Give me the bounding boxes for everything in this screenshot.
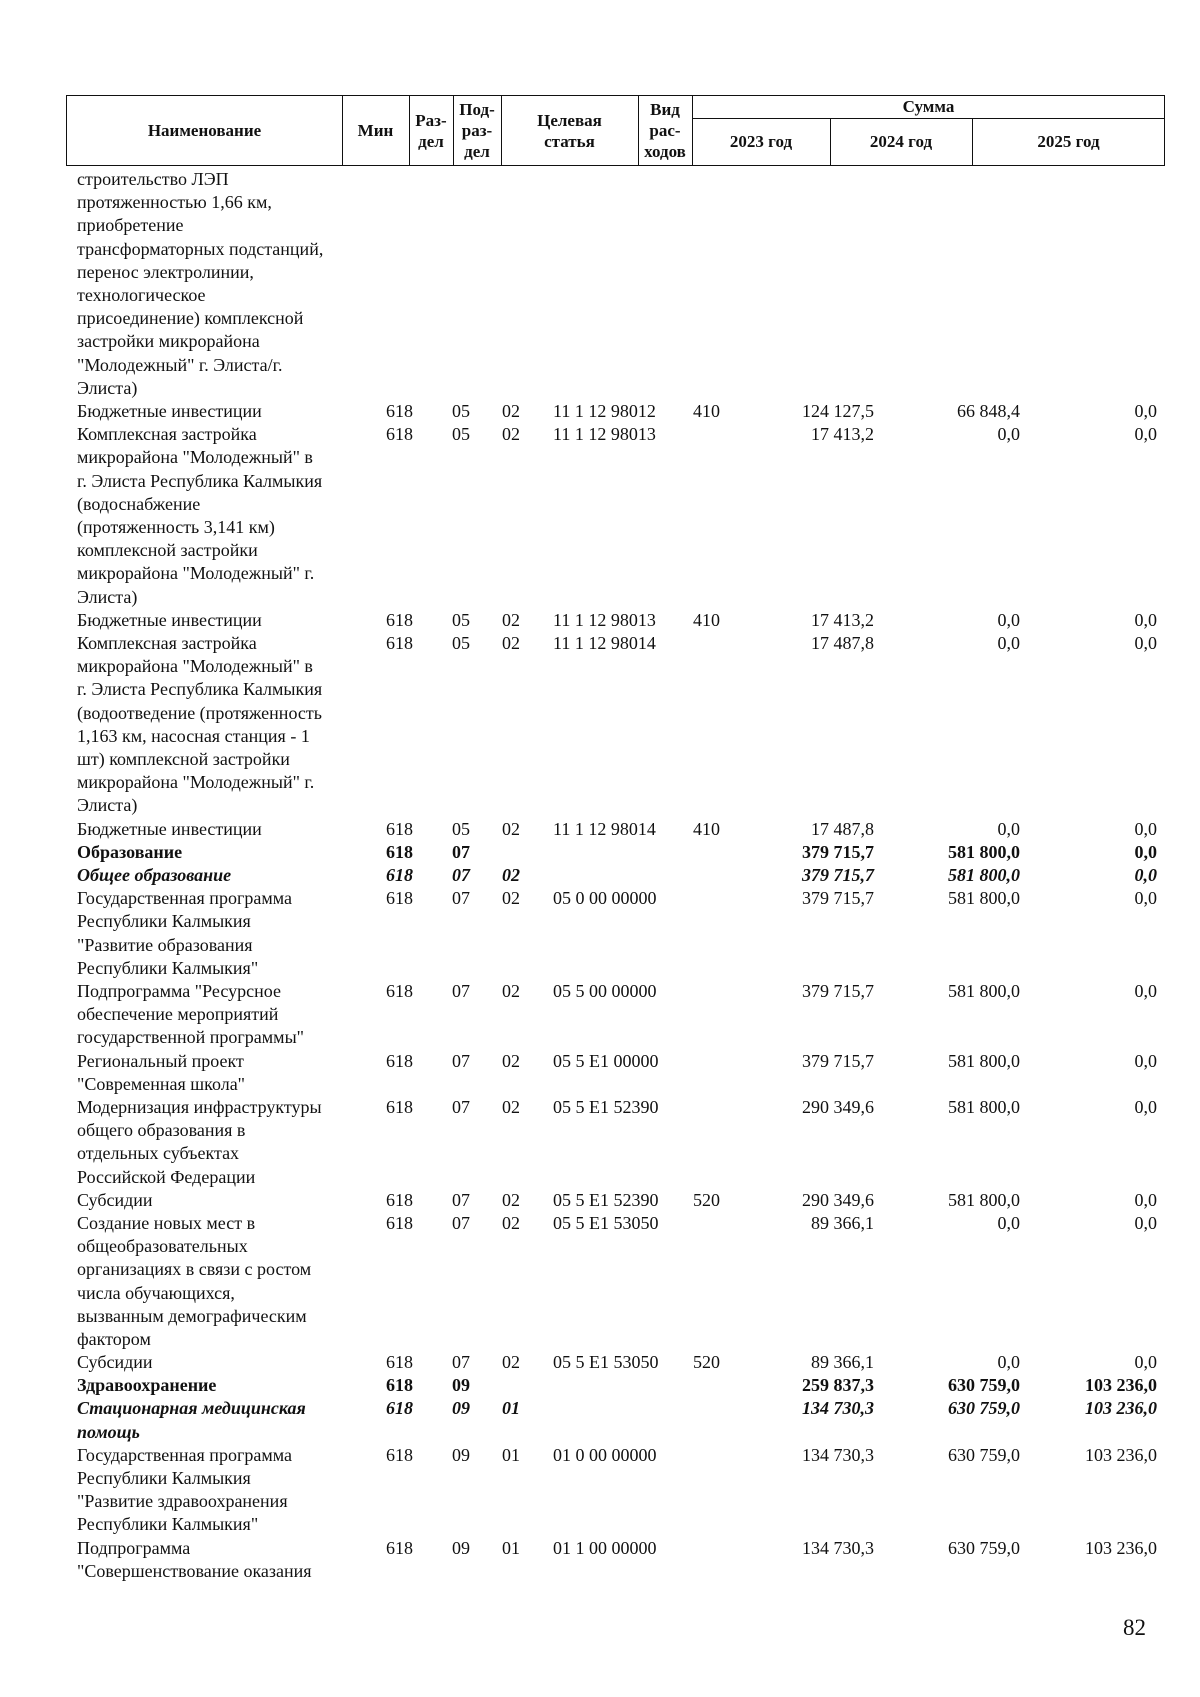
row-razdel: 07 (452, 1352, 470, 1373)
row-podrazdel: 02 (502, 818, 520, 839)
table-row (0, 980, 1200, 1050)
row-podrazdel: 02 (502, 888, 520, 909)
header-2025: 2025 год (1037, 132, 1100, 151)
row-razdel: 05 (452, 632, 470, 653)
row-min: 618 (386, 401, 413, 421)
row-min: 618 (386, 1212, 413, 1233)
row-2025: 0,0 (1134, 1352, 1157, 1373)
row-2024: 0,0 (997, 1352, 1020, 1373)
row-target: 01 0 00 00000 (553, 1444, 657, 1465)
table-row (0, 1537, 1200, 1583)
row-name: Бюджетные инвестиции (77, 818, 262, 839)
row-min: 618 (386, 864, 413, 885)
row-razdel: 07 (452, 980, 470, 1001)
row-name: Бюджетные инвестиции (77, 609, 262, 630)
row-2025: 0,0 (1134, 1096, 1157, 1117)
row-2025: 0,0 (1134, 980, 1157, 1001)
row-2025: 103 236,0 (1085, 1444, 1157, 1465)
table-row (0, 887, 1200, 980)
table-row (0, 1189, 1200, 1212)
row-target: 05 5 E1 00000 (553, 1050, 659, 1071)
row-target: 05 5 E1 53050 (553, 1352, 659, 1373)
row-2024: 581 800,0 (948, 1096, 1020, 1117)
row-2023: 379 715,7 (802, 980, 874, 1001)
row-2023: 17 487,8 (811, 818, 874, 839)
row-target: 11 1 12 98012 (553, 401, 656, 421)
row-2025: 0,0 (1134, 841, 1157, 862)
row-name: Региональный проект "Современная школа" (77, 1050, 246, 1094)
row-podrazdel: 02 (502, 1096, 520, 1117)
row-podrazdel: 02 (502, 632, 520, 653)
row-vid: 410 (693, 401, 720, 421)
row-2023: 379 715,7 (802, 1050, 874, 1071)
header-razdel: Раз- дел (415, 110, 447, 151)
row-2023: 134 730,3 (802, 1444, 874, 1465)
row-razdel: 07 (452, 841, 470, 862)
table-row (0, 1050, 1200, 1096)
row-2023: 379 715,7 (802, 888, 874, 909)
table-row (0, 1374, 1200, 1397)
row-target: 11 1 12 98014 (553, 632, 656, 653)
row-2025: 0,0 (1134, 1212, 1157, 1233)
row-2024: 0,0 (997, 632, 1020, 653)
row-2023: 134 730,3 (802, 1537, 874, 1558)
row-name: Создание новых мест в общеобразовательных организациях в связи с ростом числа обучающихся, вызванным демографическим фактором (77, 1212, 312, 1349)
row-podrazdel: 02 (502, 424, 520, 445)
row-razdel: 09 (452, 1375, 470, 1396)
row-name: Здравоохранение (77, 1375, 217, 1396)
row-target: 05 5 E1 53050 (553, 1212, 659, 1233)
row-2023: 89 366,1 (811, 1352, 874, 1373)
row-min: 618 (386, 424, 413, 445)
row-2024: 581 800,0 (948, 1189, 1020, 1210)
row-vid: 410 (693, 818, 720, 839)
row-name: Образование (77, 841, 183, 862)
row-razdel: 09 (452, 1398, 470, 1419)
row-razdel: 07 (452, 888, 470, 909)
row-2024: 630 759,0 (948, 1537, 1020, 1558)
row-name: Подпрограмма "Совершенствование оказания (77, 1537, 312, 1581)
table-header (66, 95, 1165, 166)
row-min: 618 (386, 1444, 413, 1465)
row-min: 618 (386, 841, 413, 862)
row-2023: 290 349,6 (802, 1189, 874, 1210)
row-2025: 0,0 (1134, 401, 1157, 421)
row-min: 618 (386, 980, 413, 1001)
row-name: Модернизация инфраструктуры общего образования в отдельных субъектах Российской Федерации (77, 1096, 322, 1187)
row-name: Государственная программа Республики Калмыкия "Развитие образования Республики Калмыкия" (77, 888, 292, 978)
row-min: 618 (386, 1189, 413, 1210)
row-2024: 581 800,0 (948, 888, 1020, 909)
row-name: строительство ЛЭП протяженностью 1,66 км, приобретение трансформаторных подстанций, перенос электролинии, технологическое присоединение) комплексной застройки микрорайона "Молодежный" г. Элиста/г. Элиста) (77, 169, 324, 398)
row-2024: 0,0 (997, 609, 1020, 630)
row-name: Комплексная застройка микрорайона "Молодежный" в г. Элиста Республика Калмыкия (водоснабжение (протяженность 3,141 км) комплексной застройки микрорайона "Молодежный" г. Элиста) (77, 424, 323, 607)
table-row (0, 1351, 1200, 1374)
table-row (0, 632, 1200, 818)
row-2024: 630 759,0 (948, 1375, 1020, 1396)
row-razdel: 05 (452, 401, 470, 421)
header-sum: Сумма (902, 97, 955, 116)
row-2023: 124 127,5 (802, 401, 874, 421)
row-2023: 379 715,7 (802, 864, 874, 885)
row-razdel: 09 (452, 1537, 470, 1558)
row-2024: 581 800,0 (948, 1050, 1020, 1071)
row-target: 11 1 12 98013 (553, 424, 656, 445)
table-row (0, 1444, 1200, 1537)
row-2024: 0,0 (997, 1212, 1020, 1233)
row-2024: 630 759,0 (948, 1444, 1020, 1465)
row-min: 618 (386, 818, 413, 839)
row-2025: 0,0 (1134, 609, 1157, 630)
row-2024: 581 800,0 (948, 980, 1020, 1001)
row-target: 05 5 E1 52390 (553, 1096, 659, 1117)
row-2025: 103 236,0 (1085, 1537, 1157, 1558)
row-razdel: 09 (452, 1444, 470, 1465)
row-podrazdel: 01 (502, 1398, 520, 1419)
row-2023: 259 837,3 (802, 1375, 874, 1396)
row-name: Общее образование (77, 864, 232, 885)
row-vid: 520 (693, 1189, 720, 1210)
row-target: 05 5 E1 52390 (553, 1189, 659, 1210)
row-2023: 17 487,8 (811, 632, 874, 653)
table-body (0, 168, 1200, 1583)
row-razdel: 07 (452, 1096, 470, 1117)
page-number: 82 (1123, 1615, 1146, 1640)
row-2025: 0,0 (1134, 864, 1157, 885)
row-min: 618 (386, 1375, 413, 1396)
row-name: Комплексная застройка микрорайона "Молодежный" в г. Элиста Республика Калмыкия (водоотведение (протяженность 1,163 км, насосная станция - 1 шт) комплексной застройки микрорайона "Молодежный" г. Элиста) (77, 632, 323, 816)
row-2025: 0,0 (1134, 888, 1157, 909)
table-row (0, 864, 1200, 887)
row-2024: 581 800,0 (948, 841, 1020, 862)
row-2025: 0,0 (1134, 818, 1157, 839)
row-2024: 630 759,0 (948, 1398, 1020, 1419)
row-podrazdel: 02 (502, 609, 520, 630)
row-min: 618 (386, 632, 413, 653)
row-name: Стационарная медицинская помощь (77, 1398, 306, 1442)
row-2025: 0,0 (1134, 1050, 1157, 1071)
row-2025: 103 236,0 (1085, 1398, 1157, 1419)
header-name: Наименование (147, 121, 262, 140)
table-row (0, 818, 1200, 841)
table-row (0, 841, 1200, 864)
row-2025: 0,0 (1134, 424, 1157, 445)
row-target: 01 1 00 00000 (553, 1537, 657, 1558)
row-min: 618 (386, 1050, 413, 1071)
row-name: Государственная программа Республики Калмыкия "Развитие здравоохранения Республики Калмыкия" (77, 1444, 292, 1535)
table-row (0, 423, 1200, 609)
row-2023: 17 413,2 (811, 609, 874, 630)
row-min: 618 (386, 1398, 413, 1419)
row-name: Субсидии (77, 1352, 153, 1373)
row-2024: 66 848,4 (957, 401, 1020, 421)
row-razdel: 07 (452, 1050, 470, 1071)
row-razdel: 07 (452, 1189, 470, 1210)
row-podrazdel: 01 (502, 1537, 520, 1558)
row-2024: 0,0 (997, 424, 1020, 445)
row-podrazdel: 02 (502, 1212, 520, 1233)
row-2023: 290 349,6 (802, 1096, 874, 1117)
row-target: 05 5 00 00000 (553, 980, 657, 1001)
row-min: 618 (386, 888, 413, 909)
row-2025: 0,0 (1134, 632, 1157, 653)
row-2025: 0,0 (1134, 1189, 1157, 1210)
row-podrazdel: 02 (502, 401, 520, 421)
row-target: 11 1 12 98013 (553, 609, 656, 630)
header-min: Мин (357, 121, 394, 140)
row-2023: 379 715,7 (802, 841, 874, 862)
row-min: 618 (386, 1352, 413, 1373)
row-target: 11 1 12 98014 (553, 818, 656, 839)
row-razdel: 05 (452, 424, 470, 445)
row-razdel: 07 (452, 864, 470, 885)
row-min: 618 (386, 1096, 413, 1117)
row-podrazdel: 02 (502, 1352, 520, 1373)
row-podrazdel: 02 (502, 864, 520, 885)
row-razdel: 05 (452, 609, 470, 630)
table-row (0, 1397, 1200, 1443)
row-2023: 89 366,1 (811, 1212, 874, 1233)
row-2024: 581 800,0 (948, 864, 1020, 885)
row-podrazdel: 02 (502, 1050, 520, 1071)
table-row (0, 609, 1200, 632)
table-row (0, 1096, 1200, 1189)
table-row (0, 400, 1200, 423)
header-vid: Вид рас- ходов (644, 100, 686, 161)
row-podrazdel: 02 (502, 980, 520, 1001)
row-target: 05 0 00 00000 (553, 888, 657, 909)
row-2023: 17 413,2 (811, 424, 874, 445)
table-row (0, 1212, 1200, 1351)
row-podrazdel: 01 (502, 1444, 520, 1465)
header-2023: 2023 год (729, 132, 793, 151)
row-podrazdel: 02 (502, 1189, 520, 1210)
row-2023: 134 730,3 (802, 1398, 874, 1419)
row-2024: 0,0 (997, 818, 1020, 839)
header-target: Целевая статья (537, 110, 602, 151)
row-name: Субсидии (77, 1189, 153, 1210)
row-vid: 410 (693, 609, 720, 630)
header-2024: 2024 год (869, 132, 933, 151)
row-vid: 520 (693, 1352, 720, 1373)
table-row (0, 168, 1200, 400)
row-razdel: 07 (452, 1212, 470, 1233)
row-min: 618 (386, 609, 413, 630)
row-2025: 103 236,0 (1085, 1375, 1157, 1396)
row-razdel: 05 (452, 818, 470, 839)
row-name: Бюджетные инвестиции (77, 401, 262, 421)
row-min: 618 (386, 1537, 413, 1558)
header-podrazdel: Под- раз- дел (459, 100, 495, 161)
row-name: Подпрограмма "Ресурсное обеспечение мероприятий государственной программы" (77, 980, 305, 1048)
